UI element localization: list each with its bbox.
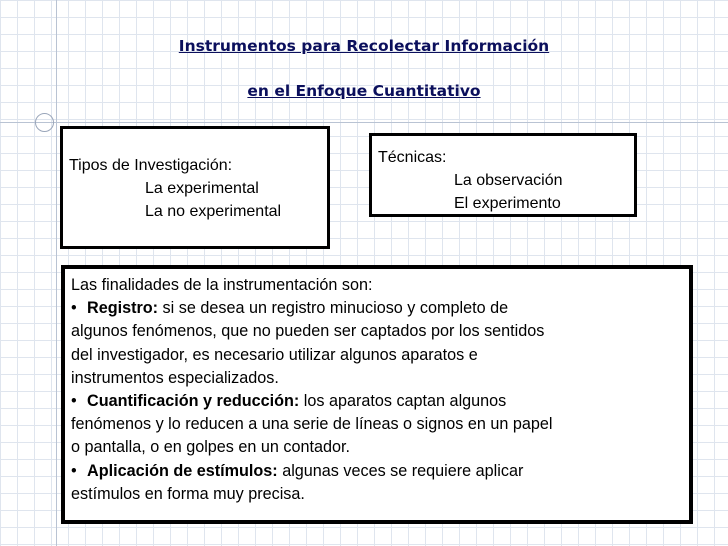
finalidad-registro	[71, 297, 689, 320]
finalidad-term: Aplicación de estímulos:	[87, 461, 278, 480]
tipos-heading: Tipos de Investigación:	[69, 157, 233, 174]
finalidad-aplicacion	[71, 460, 689, 483]
tipos-item: La no experimental	[145, 203, 282, 220]
finalidad-text-line: o pantalla, o en golpes en un contador.	[71, 438, 351, 457]
binder-ring-icon	[35, 113, 54, 132]
finalidad-text: si se desea un registro minucioso y completo de	[158, 299, 509, 318]
notebook-header-rule	[0, 122, 728, 123]
tecnicas-item: El experimento	[454, 195, 561, 212]
tipos-investigacion-box	[60, 126, 330, 249]
finalidades-intro: Las finalidades de la instrumentación son:	[71, 276, 373, 294]
tipos-item: La experimental	[145, 180, 259, 197]
finalidad-text-line: algunos fenómenos, que no pueden ser captados por los sentidos	[71, 322, 545, 341]
slide-title-line-2: en el Enfoque Cuantitativo	[247, 82, 481, 100]
bullet-icon: •	[71, 299, 77, 318]
finalidad-text-line: fenómenos y lo reducen a una serie de líneas o signos en un papel	[71, 415, 553, 434]
tecnicas-box	[369, 133, 637, 217]
finalidades-box	[61, 265, 693, 524]
tecnicas-heading: Técnicas:	[378, 149, 447, 166]
finalidad-text: algunas veces se requiere aplicar	[277, 461, 524, 480]
finalidad-text-line: estímulos en forma muy precisa.	[71, 484, 305, 503]
finalidad-term: Registro:	[87, 299, 159, 318]
slide-title-line-1: Instrumentos para Recolectar Información	[178, 37, 550, 55]
finalidad-text: los aparatos captan algunos	[299, 392, 507, 411]
bullet-icon: •	[71, 392, 77, 411]
finalidad-text-line: del investigador, es necesario utilizar algunos aparatos e	[71, 345, 478, 364]
finalidad-term: Cuantificación y reducción:	[87, 392, 300, 411]
finalidad-cuantificacion	[71, 390, 689, 413]
tecnicas-item: La observación	[454, 172, 563, 189]
finalidad-text-line: instrumentos especializados.	[71, 368, 279, 387]
bullet-icon: •	[71, 461, 77, 480]
